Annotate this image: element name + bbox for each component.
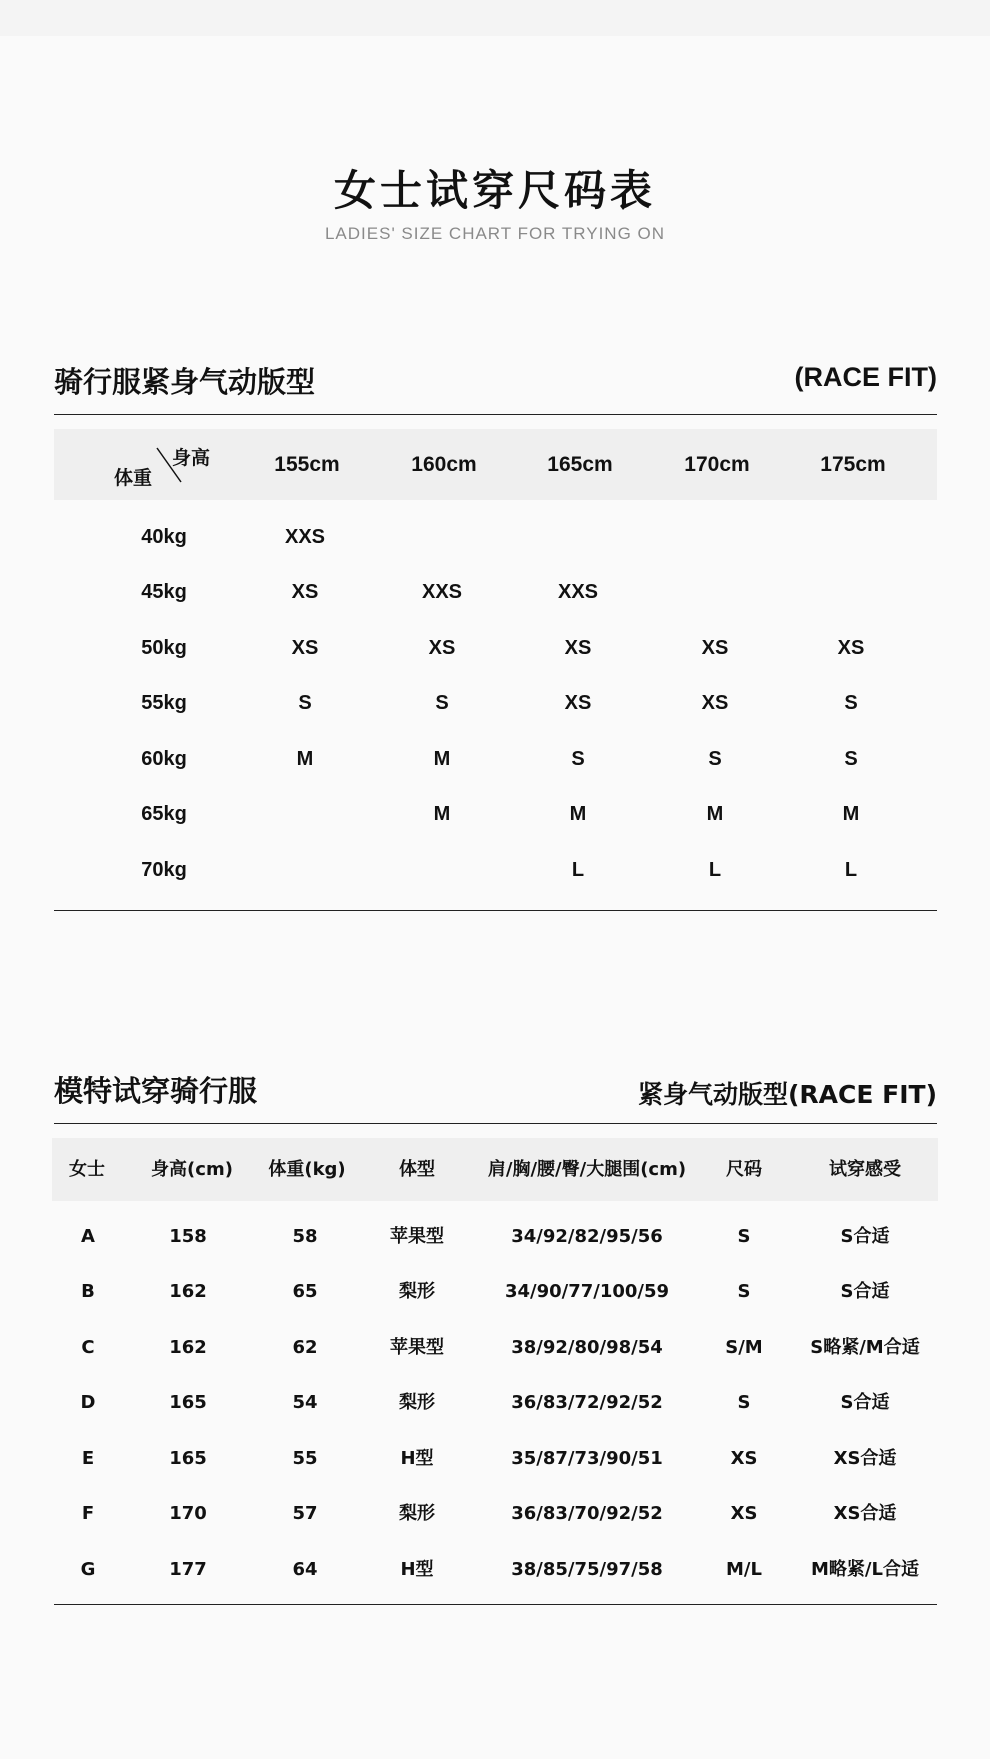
- size-cell: S: [844, 748, 858, 770]
- section-title: 骑行服紧身气动版型: [54, 365, 316, 399]
- model-cell: F: [81, 1503, 95, 1524]
- divider: [54, 910, 937, 911]
- weight-cell: 62: [292, 1337, 318, 1358]
- size-cell: XXS: [557, 581, 599, 603]
- size-cell: [374, 843, 510, 898]
- measurements-cell: 36/83/72/92/52: [511, 1392, 663, 1413]
- size-cell: XXS: [421, 581, 463, 603]
- size-cell: L: [708, 859, 722, 881]
- column-header: 试穿感受: [829, 1159, 901, 1180]
- size-cell: M: [569, 803, 587, 825]
- body-type-cell: 苹果型: [390, 1226, 444, 1247]
- size-cell: XS: [291, 637, 319, 659]
- size-cell: XS: [291, 581, 319, 603]
- weight-cell: 65kg: [141, 803, 187, 825]
- size-cell: S: [571, 748, 585, 770]
- weight-cell: 54: [292, 1392, 318, 1413]
- size-cell: XS: [837, 637, 865, 659]
- top-band: [0, 0, 990, 36]
- size-cell: S: [737, 1226, 751, 1247]
- height-header: 165cm: [547, 453, 613, 476]
- size-cell: XS: [701, 637, 729, 659]
- weight-cell: 65: [292, 1281, 318, 1302]
- measurements-cell: 38/92/80/98/54: [511, 1337, 663, 1358]
- table-row: [52, 1375, 938, 1430]
- size-cell: [510, 510, 646, 565]
- section-tag: (RACE FIT): [794, 362, 937, 392]
- model-cell: C: [81, 1337, 95, 1358]
- body-type-cell: 苹果型: [390, 1337, 444, 1358]
- size-table-header: [54, 429, 937, 500]
- table-row: [54, 843, 937, 898]
- model-cell: B: [81, 1281, 95, 1302]
- table-row: [52, 1209, 938, 1264]
- size-cell: M: [433, 803, 451, 825]
- size-cell: M: [433, 748, 451, 770]
- section-tag: 紧身气动版型(RACE FIT): [637, 1080, 937, 1109]
- weight-cell: 55kg: [141, 692, 187, 714]
- table-row: [52, 1264, 938, 1319]
- size-cell: S: [298, 692, 312, 714]
- divider: [54, 1604, 937, 1605]
- table-row: [52, 1486, 938, 1541]
- divider: [54, 1123, 937, 1124]
- model-cell: E: [81, 1448, 95, 1469]
- model-cell: A: [81, 1226, 95, 1247]
- weight-cell: 60kg: [141, 748, 187, 770]
- size-cell: XS: [730, 1448, 758, 1469]
- body-type-cell: 梨形: [399, 1281, 435, 1302]
- height-header: 155cm: [274, 453, 340, 476]
- divider: [54, 414, 937, 415]
- size-cell: [783, 565, 919, 620]
- size-cell: XS: [730, 1503, 758, 1524]
- height-header: 170cm: [684, 453, 750, 476]
- column-header: 体型: [399, 1159, 435, 1180]
- size-cell: M: [706, 803, 724, 825]
- height-cell: 162: [169, 1281, 207, 1302]
- size-cell: XXS: [284, 526, 326, 548]
- table-row: [52, 1542, 938, 1597]
- fit-feeling-cell: M略紧/L合适: [811, 1559, 919, 1580]
- size-cell: [647, 510, 783, 565]
- body-type-cell: 梨形: [399, 1392, 435, 1413]
- weight-cell: 70kg: [141, 859, 187, 881]
- section-model-header: [54, 1069, 937, 1109]
- fit-feeling-cell: XS合适: [833, 1503, 897, 1524]
- size-cell: [374, 510, 510, 565]
- height-cell: 158: [169, 1226, 207, 1247]
- table-row: [52, 1431, 938, 1486]
- size-cell: S: [708, 748, 722, 770]
- column-header: 体重(kg): [268, 1159, 346, 1180]
- size-cell: XS: [564, 692, 592, 714]
- size-cell: [647, 565, 783, 620]
- size-cell: M: [842, 803, 860, 825]
- fit-feeling-cell: S合适: [840, 1392, 890, 1413]
- table-corner: [54, 429, 244, 500]
- height-cell: 165: [169, 1448, 207, 1469]
- size-cell: [237, 787, 373, 842]
- column-header: 女士: [69, 1159, 105, 1180]
- size-cell: XS: [428, 637, 456, 659]
- weight-cell: 58: [292, 1226, 318, 1247]
- size-cell: L: [844, 859, 858, 881]
- weight-cell: 40kg: [141, 526, 187, 548]
- measurements-cell: 36/83/70/92/52: [511, 1503, 663, 1524]
- table-row: [52, 1320, 938, 1375]
- weight-cell: 50kg: [141, 637, 187, 659]
- table-row: [54, 565, 937, 620]
- size-cell: M: [296, 748, 314, 770]
- height-header: 175cm: [820, 453, 886, 476]
- corner-height-label: 身高: [172, 447, 211, 469]
- section-title: 模特试穿骑行服: [54, 1074, 258, 1108]
- measurements-cell: 35/87/73/90/51: [511, 1448, 663, 1469]
- weight-cell: 57: [292, 1503, 318, 1524]
- column-header: 身高(cm): [151, 1159, 233, 1180]
- height-cell: 170: [169, 1503, 207, 1524]
- corner-weight-label: 体重: [114, 467, 153, 489]
- fit-feeling-cell: S略紧/M合适: [810, 1337, 920, 1358]
- page-title: 女士试穿尺码表: [333, 166, 656, 215]
- size-cell: S/M: [725, 1337, 763, 1358]
- height-cell: 165: [169, 1392, 207, 1413]
- measurements-cell: 34/90/77/100/59: [504, 1281, 670, 1302]
- model-table-header: [52, 1138, 938, 1201]
- weight-cell: 45kg: [141, 581, 187, 603]
- model-cell: G: [80, 1559, 96, 1580]
- height-header: 160cm: [411, 453, 477, 476]
- size-cell: XS: [564, 637, 592, 659]
- section-race-fit-header: [54, 360, 937, 400]
- measurements-cell: 38/85/75/97/58: [511, 1559, 663, 1580]
- table-row: [54, 510, 937, 565]
- column-header: 尺码: [726, 1159, 762, 1180]
- weight-cell: 64: [292, 1559, 318, 1580]
- table-row: [54, 621, 937, 676]
- size-cell: S: [737, 1392, 751, 1413]
- height-cell: 177: [169, 1559, 207, 1580]
- weight-cell: 55: [292, 1448, 318, 1469]
- size-cell: L: [571, 859, 585, 881]
- size-cell: [237, 843, 373, 898]
- size-cell: XS: [701, 692, 729, 714]
- height-cell: 162: [169, 1337, 207, 1358]
- page-subtitle: LADIES' SIZE CHART FOR TRYING ON: [324, 224, 666, 243]
- measurements-cell: 34/92/82/95/56: [511, 1226, 663, 1247]
- size-cell: [783, 510, 919, 565]
- size-cell: M/L: [726, 1559, 762, 1580]
- size-cell: S: [435, 692, 449, 714]
- body-type-cell: H型: [400, 1559, 434, 1580]
- fit-feeling-cell: S合适: [840, 1226, 890, 1247]
- fit-feeling-cell: S合适: [840, 1281, 890, 1302]
- table-row: [54, 787, 937, 842]
- body-type-cell: H型: [400, 1448, 434, 1469]
- body-type-cell: 梨形: [399, 1503, 435, 1524]
- size-cell: S: [844, 692, 858, 714]
- size-cell: S: [737, 1281, 751, 1302]
- table-row: [54, 732, 937, 787]
- fit-feeling-cell: XS合适: [833, 1448, 897, 1469]
- model-cell: D: [80, 1392, 96, 1413]
- table-row: [54, 676, 937, 731]
- column-header: 肩/胸/腰/臀/大腿围(cm): [487, 1159, 687, 1180]
